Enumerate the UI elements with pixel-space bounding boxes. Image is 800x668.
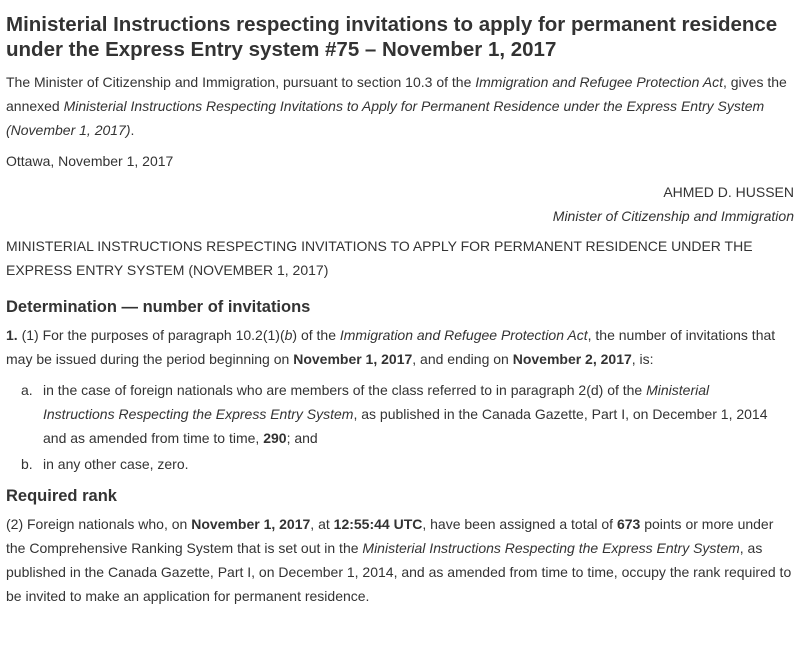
end-date: November 2, 2017 <box>512 351 632 367</box>
act-name: Immigration and Refugee Protection Act <box>339 327 588 343</box>
section-number: 1. <box>6 327 18 343</box>
section-text-italic: Ministerial Instructions Respecting the Express Entry System <box>362 540 740 556</box>
section-text: , and ending on <box>412 351 513 367</box>
list-marker: a. <box>21 382 33 398</box>
list-text-italic: Ministerial Instructions Respecting the Express Entry System <box>43 382 710 422</box>
section1-paragraph <box>6 323 794 371</box>
section-text: points or more under the Comprehensive Ranking System that is set out in the <box>6 516 774 556</box>
section-text: , at <box>310 516 334 532</box>
list-text: ; and <box>286 430 318 446</box>
rank-date: November 1, 2017 <box>191 516 311 532</box>
section-text: (2) Foreign nationals who, on <box>6 516 192 532</box>
list-marker: b. <box>21 456 33 472</box>
section-text: , the number of invitations that may be issued during the period beginning on <box>6 327 776 367</box>
signatory-title-text: Minister of Citizenship and Immigration <box>552 208 794 224</box>
section-text: , as published in the Canada Gazette, Part I, on December 1, 2014, and as amended from time to time, occupy the rank required to be invited to make an application for permanent residence. <box>6 540 792 604</box>
instructions-caps-title: MINISTERIAL INSTRUCTIONS RESPECTING INVITATIONS TO APPLY FOR PERMANENT RESIDENCE UNDER THE EXPRESS ENTRY SYSTEM (NOVEMBER 1, 2017) <box>6 238 753 278</box>
points-threshold: 673 <box>616 516 641 532</box>
signatory-name: AHMED D. HUSSEN <box>663 184 794 200</box>
intro-text: . <box>130 122 135 138</box>
signatory-title <box>6 204 794 228</box>
section-text: ) of the <box>292 327 340 343</box>
start-date: November 1, 2017 <box>293 351 413 367</box>
list-text: in the case of foreign nationals who are members of the class referred to in paragraph 2(d) of the <box>43 382 647 398</box>
intro-act-name: Immigration and Refugee Protection Act <box>475 74 723 90</box>
list-item <box>6 378 794 450</box>
list-item-text <box>43 378 794 450</box>
section-text: , is: <box>631 351 654 367</box>
intro-instructions-name: Ministerial Instructions Respecting Invitations to Apply for Permanent Residence under the Express Entry System (November 1, 2017) <box>6 98 765 138</box>
intro-paragraph <box>6 70 794 142</box>
page-title: Ministerial Instructions respecting invitations to apply for permanent residence under the Express Entry system #75 – November 1, 2017 <box>6 13 778 61</box>
invitation-list <box>6 378 794 476</box>
signature-block <box>6 180 794 228</box>
section-text-italic: b <box>284 327 293 343</box>
invitation-count: 290 <box>263 430 287 446</box>
list-item-text: in any other case, zero. <box>43 456 189 472</box>
list-item <box>6 452 794 476</box>
list-text: , as published in the Canada Gazette, Part I, on December 1, 2014 and as amended from time to time, <box>43 406 768 446</box>
section2-paragraph <box>6 512 794 608</box>
rank-time: 12:55:44 UTC <box>333 516 423 532</box>
section-heading-required-rank: Required rank <box>6 487 117 505</box>
section-text: , have been assigned a total of <box>422 516 617 532</box>
dateline: Ottawa, November 1, 2017 <box>6 153 174 169</box>
intro-text: , gives the annexed <box>6 74 787 114</box>
section-heading-determination: Determination — number of invitations <box>6 298 311 316</box>
section-text: (1) For the purposes of paragraph 10.2(1)( <box>17 327 285 343</box>
intro-text: The Minister of Citizenship and Immigration, pursuant to section 10.3 of the <box>6 74 476 90</box>
